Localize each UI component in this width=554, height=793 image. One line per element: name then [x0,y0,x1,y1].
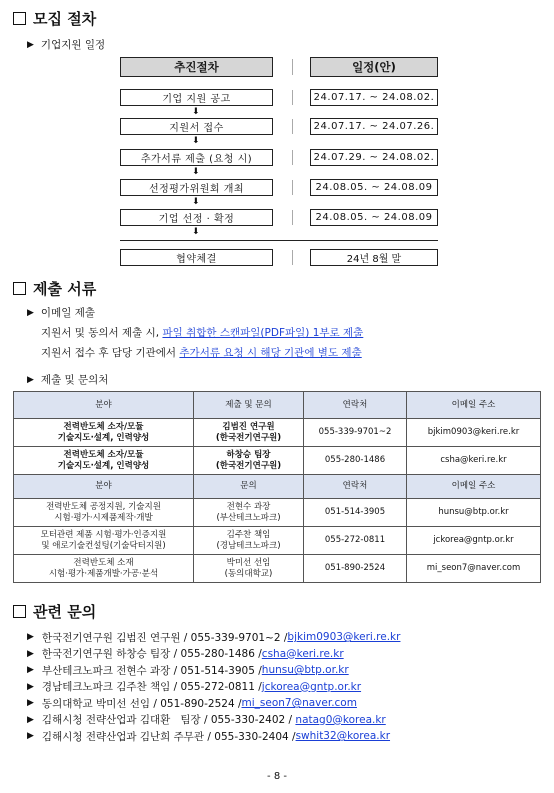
field-cell [14,527,194,555]
contact-text: 동의대학교 박미선 선임 / 051-890-2524 / [41,697,242,710]
separator-line [120,240,438,241]
step-box: 추가서류 제출 (요청 시) [120,149,273,166]
org-line: (동의대학교) [224,568,273,579]
arrow-down-icon: ⬇ [192,107,200,117]
person-line: 김주찬 책임 [226,529,271,540]
triangle-bullet-icon: ▶ [27,665,34,676]
instruction-text: 지원서 접수 후 담당 기관에서 [41,347,180,359]
header-cell: 문의 [194,475,304,499]
table-row [14,555,541,583]
contact-person-cell [194,499,304,527]
contact-person-cell [194,527,304,555]
email-link[interactable]: jckorea@gntp.or.kr [261,680,362,693]
section-title-text: 제출 서류 [33,280,97,298]
contact-text: 한국전기연구원 김범진 연구원 / 055-339-9701~2 / [41,631,288,644]
email-cell: mi_seon7@naver.com [407,555,541,583]
arrow-down-icon: ⬇ [192,167,200,177]
contact-text: 김해시청 전략산업과 김대환 팀장 / 055-330-2402 / [41,714,296,727]
field-cell [14,499,194,527]
step-date-final: 24년 8월 말 [310,249,438,266]
list-item [27,679,400,696]
org-line: (경남테크노파크) [216,540,281,551]
checkbox-square-icon [13,282,26,295]
bullet-email [27,305,95,320]
field-line: 모터관련 제품 시험·평가·인증지원 [40,529,167,540]
contact-text: 김해시청 전략산업과 김난희 주무관 / 055-330-2404 / [41,730,296,743]
instruction-highlight: 추가서류 요청 시 해당 기관에 별도 제출 [179,347,362,359]
field-line: 기술지도·설계, 인력양성 [57,432,150,443]
contact-person-cell [194,447,304,475]
section-title-documents [13,278,96,299]
section-title-inquiry [13,601,96,622]
divider [292,150,293,165]
list-item [27,712,400,729]
phone-cell: 055-339-9701~2 [304,419,407,447]
contact-person-cell [194,419,304,447]
field-line: 및 애로기술컨설팅(기술닥터지원) [41,540,166,551]
list-item [27,646,400,663]
divider [292,59,293,75]
section-title-text: 모집 절차 [33,10,97,28]
instruction-line-2 [41,345,362,360]
triangle-bullet-icon: ▶ [27,648,34,659]
email-link[interactable]: natag0@korea.kr [295,713,386,726]
field-line: 전력반도체 소재 [73,557,134,568]
divider [292,90,293,105]
field-line: 전력반도체 공정지원, 기술지원 [46,501,161,512]
field-cell [14,419,194,447]
section-title-recruitment [13,8,96,29]
page-number: - 8 - [267,771,287,782]
person-line: 전현수 과장 [226,501,271,512]
step-date: 24.08.05. ~ 24.08.09 [310,209,438,226]
checkbox-square-icon [13,605,26,618]
list-item [27,695,400,712]
triangle-bullet-icon: ▶ [27,374,34,385]
org-line: (부산테크노파크) [216,512,281,523]
bullet-text: 기업지원 일정 [40,39,106,51]
arrow-down-icon: ⬇ [192,227,200,237]
triangle-bullet-icon: ▶ [27,698,34,709]
person-line: 하창승 팀장 [226,449,271,460]
triangle-bullet-icon: ▶ [27,714,34,725]
bullet-schedule [27,37,105,52]
step-box: 기업 지원 공고 [120,89,273,106]
step-date: 24.07.17. ~ 24.08.02. [310,89,438,106]
triangle-bullet-icon: ▶ [27,39,34,50]
contact-list [27,629,400,745]
field-cell [14,555,194,583]
field-line: 기술지도·설계, 인력양성 [57,460,150,471]
email-cell: jckorea@gntp.or.kr [407,527,541,555]
email-cell: hunsu@btp.or.kr [407,499,541,527]
header-schedule: 일정(안) [310,57,438,77]
contact-text: 한국전기연구원 하창승 팀장 / 055-280-1486 / [41,648,262,661]
header-cell: 분야 [14,392,194,419]
list-item [27,662,400,679]
header-cell: 이메일 주소 [407,475,541,499]
divider [292,180,293,195]
phone-cell: 055-272-0811 [304,527,407,555]
divider [292,250,293,265]
org-line: (한국전기연구원) [215,460,282,471]
field-line: 시험·평가·시제품제작·개발 [54,512,153,523]
triangle-bullet-icon: ▶ [27,307,34,318]
table-header-row [14,475,541,499]
table-header-row [14,392,541,419]
email-link[interactable]: mi_seon7@naver.com [241,697,357,710]
contact-person-cell [194,555,304,583]
bullet-contact [27,372,108,387]
email-cell: bjkim0903@keri.re.kr [407,419,541,447]
triangle-bullet-icon: ▶ [27,681,34,692]
table-row [14,447,541,475]
email-cell: csha@keri.re.kr [407,447,541,475]
table-row [14,527,541,555]
instruction-highlight: 파일 취합한 스캔파일(PDF파일) 1부로 제출 [162,327,364,339]
phone-cell: 051-514-3905 [304,499,407,527]
field-line: 전력반도체 소자/모듈 [63,449,144,460]
step-box: 선정평가위원회 개최 [120,179,273,196]
contact-text: 부산테크노파크 전현수 과장 / 051-514-3905 / [41,664,262,677]
triangle-bullet-icon: ▶ [27,632,34,643]
step-date: 24.07.29. ~ 24.08.02. [310,149,438,166]
person-line: 김범진 연구원 [222,421,275,432]
email-link[interactable]: bjkim0903@keri.re.kr [287,631,401,644]
contact-text: 경남테크노파크 김주찬 책임 / 055-272-0811 / [41,681,262,694]
person-line: 박미선 선임 [226,557,271,568]
instruction-line-1 [41,325,363,340]
phone-cell: 051-890-2524 [304,555,407,583]
header-cell: 분야 [14,475,194,499]
section-title-text: 관련 문의 [33,603,97,621]
step-box: 지원서 접수 [120,118,273,135]
divider [292,119,293,134]
step-date: 24.08.05. ~ 24.08.09 [310,179,438,196]
header-cell: 제출 및 문의 [194,392,304,419]
bullet-text: 제출 및 문의처 [40,374,109,386]
list-item [27,728,400,745]
submission-table [13,391,541,583]
email-link[interactable]: csha@keri.re.kr [261,647,344,660]
step-box: 기업 선정 · 확정 [120,209,273,226]
field-line: 시험·평가·제품개발·가공·분석 [48,568,159,579]
email-link[interactable]: swhit32@korea.kr [295,730,391,743]
phone-cell: 055-280-1486 [304,447,407,475]
table-row [14,499,541,527]
step-box-final: 협약체결 [120,249,273,266]
field-line: 전력반도체 소자/모듈 [63,421,144,432]
triangle-bullet-icon: ▶ [27,731,34,742]
header-cell: 이메일 주소 [407,392,541,419]
table-row [14,419,541,447]
arrow-down-icon: ⬇ [192,197,200,207]
field-cell [14,447,194,475]
divider [292,210,293,225]
list-item [27,629,400,646]
bullet-text: 이메일 제출 [40,307,95,319]
org-line: (한국전기연구원) [215,432,282,443]
header-cell: 연락처 [304,392,407,419]
checkbox-square-icon [13,12,26,25]
header-process: 추진절차 [120,57,273,77]
arrow-down-icon: ⬇ [192,136,200,146]
instruction-text: 지원서 및 동의서 제출 시, [41,327,163,339]
step-date: 24.07.17. ~ 24.07.26. [310,118,438,135]
email-link[interactable]: hunsu@btp.or.kr [261,664,349,677]
header-cell: 연락처 [304,475,407,499]
